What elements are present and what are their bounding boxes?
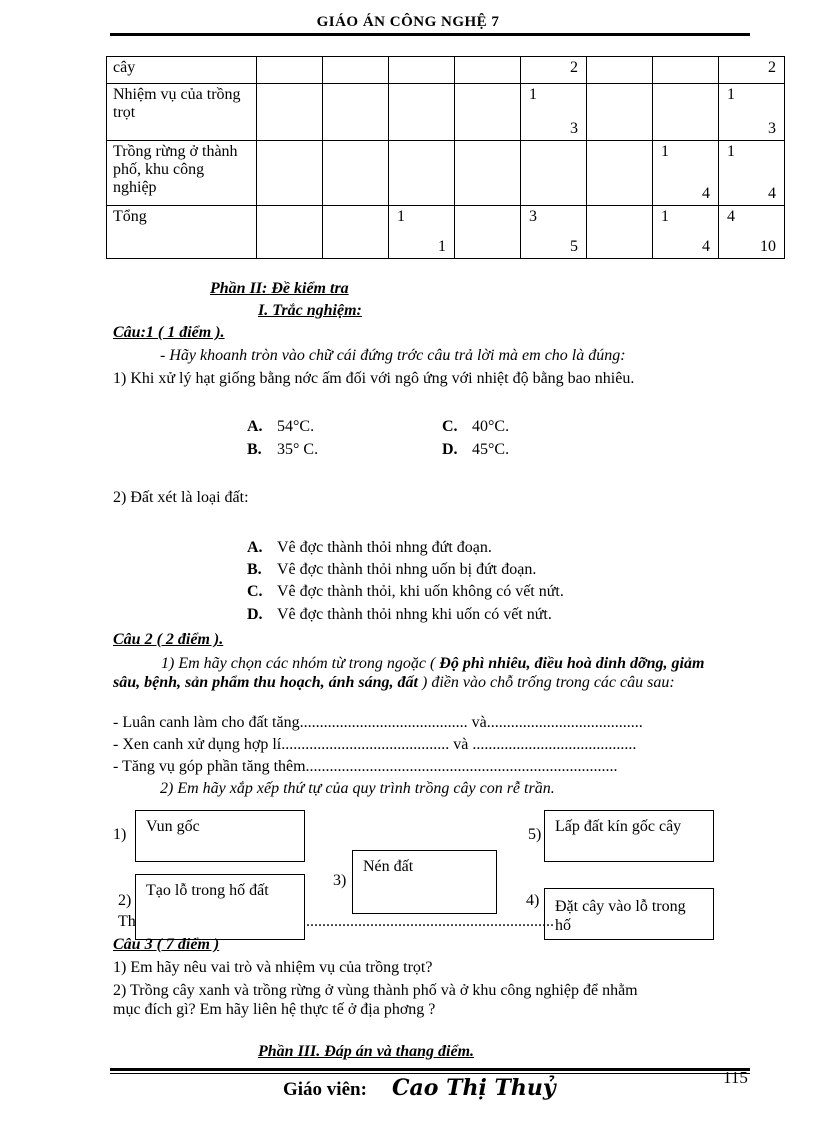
- matrix-row: [107, 141, 785, 206]
- footer-teacher-name: Cao Thị Thuỷ: [392, 1075, 556, 1101]
- step-box-nen-dat: Nén đất: [352, 850, 497, 914]
- matrix-cell: [587, 141, 653, 206]
- step-number: 1): [113, 826, 127, 843]
- step-box-dat-cay: Đặt cây vào lỗ trong hố: [544, 888, 714, 940]
- matrix-cell-score: 10: [760, 238, 776, 255]
- matrix-cell-count: 1: [727, 143, 735, 160]
- q2-fill-line-1: - Luân canh làm cho đất tăng.......................................... và.......................................: [113, 714, 643, 731]
- matrix-cell: [257, 84, 323, 141]
- part2-subtitle: I. Trắc nghiệm:: [258, 302, 362, 319]
- step-box-vun-goc: Vun gốc: [135, 810, 305, 862]
- footer-rule-thick: [110, 1068, 750, 1071]
- step-number: 4): [526, 892, 540, 909]
- matrix-cell: [653, 141, 719, 206]
- matrix-cell: [587, 84, 653, 141]
- matrix-cell-count: 3: [529, 208, 537, 225]
- matrix-cell: [653, 84, 719, 141]
- q1-item1: 1) Khi xử lý hạt giống bằng nớc ấm đối với ngô ứng với nhiệt độ bằng bao nhiêu.: [113, 370, 635, 387]
- matrix-row: [107, 84, 785, 141]
- matrix-row-label: Tổng: [107, 206, 257, 259]
- matrix-cell-score: 4: [768, 185, 776, 202]
- matrix-cell-score: 4: [702, 238, 710, 255]
- q2-part1-instruction: 1) Em hãy chọn các nhóm từ trong ngoặc ( Độ phì nhiêu, điều hoà dinh dỡng, giảm sâu, bệnh, sản phẩm thu hoạch, ánh sáng, đất ) điền vào chỗ trống trong các câu sau:: [113, 655, 705, 691]
- q2-fill-line-2: - Xen canh xử dụng hợp lí.......................................... và .........................................: [113, 736, 637, 753]
- header-rule: [110, 33, 750, 36]
- matrix-cell: [257, 57, 323, 84]
- matrix-cell: [323, 206, 389, 259]
- q1-item1-option-b: B. 35° C.: [247, 441, 319, 458]
- matrix-cell: [653, 57, 719, 84]
- matrix-cell: [389, 206, 455, 259]
- matrix-cell: [719, 206, 785, 259]
- matrix-cell-score: 4: [702, 185, 710, 202]
- q1-item2: 2) Đất xét là loại đất:: [113, 489, 249, 506]
- matrix-cell-count: 1: [727, 86, 735, 103]
- matrix-cell: [521, 57, 587, 84]
- matrix-cell: [389, 141, 455, 206]
- matrix-cell: [389, 84, 455, 141]
- matrix-row-label: cây: [107, 57, 257, 84]
- q1-item1-option-c: C. 40°C.: [442, 418, 510, 435]
- matrix-cell: [587, 57, 653, 84]
- matrix-cell-score: 5: [570, 238, 578, 255]
- q1-heading: Câu:1 ( 1 điểm ).: [113, 324, 225, 341]
- step-number: 2): [118, 892, 132, 909]
- matrix-cell: [455, 57, 521, 84]
- matrix-cell-score: 3: [768, 120, 776, 137]
- matrix-row: [107, 57, 785, 84]
- matrix-cell: [323, 57, 389, 84]
- matrix-cell: [719, 141, 785, 206]
- q1-item1-option-a: A. 54°C.: [247, 418, 315, 435]
- q1-item2-option-a: A. Vê đợc thành thỏi nhng đứt đoạn.: [247, 539, 492, 556]
- matrix-cell-value: 2: [570, 59, 578, 76]
- matrix-cell-count: 1: [397, 208, 405, 225]
- matrix-cell: [521, 84, 587, 141]
- q1-item2-option-b: B. Vê đợc thành thỏi nhng uốn bị đứt đoạn.: [247, 561, 537, 578]
- part2-title: Phần II: Đề kiểm tra: [210, 280, 349, 297]
- matrix-cell-count: 1: [529, 86, 537, 103]
- step-number: 5): [528, 826, 542, 843]
- matrix-cell-score: 3: [570, 120, 578, 137]
- matrix-cell-count: 1: [661, 143, 669, 160]
- matrix-cell: [455, 84, 521, 141]
- page-header-title: GIÁO ÁN CÔNG NGHỆ 7: [316, 14, 500, 30]
- q2-heading: Câu 2 ( 2 điểm ).: [113, 631, 224, 648]
- matrix-cell-score: 1: [438, 238, 446, 255]
- step-box-tao-lo: Tạo lỗ trong hố đất: [135, 874, 305, 940]
- q1-item2-option-c: C. Vê đợc thành thỏi, khi uốn không có vết nứt.: [247, 583, 564, 600]
- q3-item2-line2: mục đích gì? Em hãy liên hệ thực tế ở địa phơng ?: [113, 1001, 436, 1018]
- matrix-cell: [587, 206, 653, 259]
- matrix-cell: [323, 141, 389, 206]
- q2-answer-line: ..............................................................: [306, 913, 554, 930]
- matrix-cell: [455, 141, 521, 206]
- matrix-row-label: Nhiệm vụ của trồng trọt: [107, 84, 257, 141]
- matrix-cell-count: 4: [727, 208, 735, 225]
- footer-teacher-label: Giáo viên:: [283, 1079, 367, 1100]
- page-number: 115: [723, 1068, 748, 1087]
- test-matrix-table: [106, 56, 785, 259]
- q3-heading: Câu 3 ( 7 điểm ): [113, 936, 220, 953]
- q1-item2-option-d: D. Vê đợc thành thỏi nhng khi uốn có vết nứt.: [247, 606, 552, 623]
- q1-item1-option-d: D. 45°C.: [442, 441, 510, 458]
- step-box-lap-dat: Lấp đất kín gốc cây: [544, 810, 714, 862]
- matrix-cell-count: 1: [661, 208, 669, 225]
- matrix-cell: [719, 57, 785, 84]
- part3-title: Phần III. Đáp án và thang điểm.: [258, 1043, 475, 1060]
- matrix-cell: [257, 206, 323, 259]
- matrix-cell: [389, 57, 455, 84]
- q2-part2-instruction: 2) Em hãy xắp xếp thứ tự của quy trình trồng cây con rễ trần.: [160, 780, 555, 797]
- q2-fill-line-3: - Tăng vụ góp phần tăng thêm..............................................................................: [113, 758, 618, 775]
- q1-instruction: - Hãy khoanh tròn vào chữ cái đứng trớc câu trả lời mà em cho là đúng:: [160, 347, 626, 364]
- matrix-cell: [521, 206, 587, 259]
- matrix-cell: [521, 141, 587, 206]
- matrix-cell: [257, 141, 323, 206]
- q3-item2-line1: 2) Trồng cây xanh và trồng rừng ở vùng thành phố và ở khu công nghiệp để nhằm: [113, 982, 638, 999]
- matrix-cell: [653, 206, 719, 259]
- q3-item1: 1) Em hãy nêu vai trò và nhiệm vụ của trồng trọt?: [113, 959, 433, 976]
- matrix-cell: [323, 84, 389, 141]
- matrix-row: [107, 206, 785, 259]
- q2-answer-prefix: Th: [118, 913, 136, 930]
- matrix-cell: [455, 206, 521, 259]
- footer-rule-thin: [110, 1073, 750, 1074]
- matrix-cell-value: 2: [768, 59, 776, 76]
- step-number: 3): [333, 872, 347, 889]
- matrix-row-label: Trồng rừng ở thành phố, khu công nghiệp: [107, 141, 257, 206]
- matrix-cell: [719, 84, 785, 141]
